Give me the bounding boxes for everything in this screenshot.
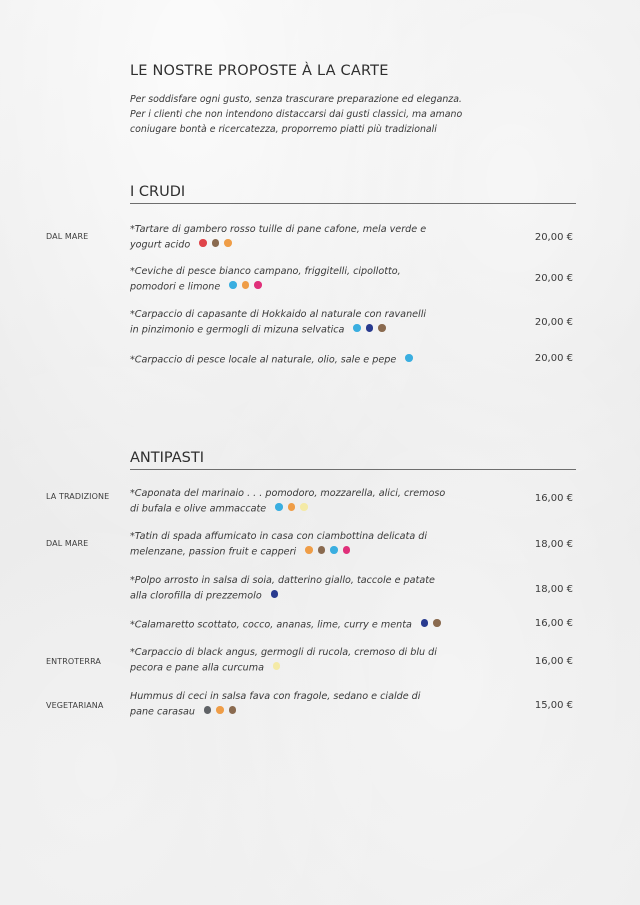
item-description-line: di bufala e olive ammaccate <box>130 501 500 517</box>
item-price: 20,00 € <box>534 273 573 284</box>
allergen-dot-pale-yellow-icon <box>273 662 281 670</box>
allergen-dots <box>229 279 267 294</box>
item-description-line: Hummus di ceci in salsa fava con fragole, sedano e cialde di <box>130 691 421 702</box>
section-title-antipasti: ANTIPASTI <box>130 450 204 466</box>
allergen-dot-orange-icon <box>288 503 296 511</box>
allergen-dots <box>273 660 286 675</box>
item-description <box>130 264 500 295</box>
allergen-dots <box>204 704 242 719</box>
item-price: 20,00 € <box>534 232 573 243</box>
item-description <box>130 573 500 604</box>
allergen-dot-orange-icon <box>242 281 250 289</box>
allergen-dots <box>405 352 418 367</box>
allergen-dot-navy-icon <box>366 324 374 332</box>
allergen-dots <box>421 617 446 632</box>
item-category: LA TRADIZIONE <box>46 492 110 501</box>
item-price: 20,00 € <box>534 353 573 364</box>
item-price: 20,00 € <box>534 317 573 328</box>
item-description <box>130 529 500 560</box>
allergen-dots <box>199 237 237 252</box>
item-description-line: *Carpaccio di capasante di Hokkaido al naturale con ravanelli <box>130 309 427 320</box>
item-category: DAL MARE <box>46 539 89 548</box>
item-price: 16,00 € <box>534 493 573 504</box>
item-price: 16,00 € <box>534 618 573 629</box>
item-description-line: pane carasau <box>130 704 500 720</box>
item-category: DAL MARE <box>46 232 89 241</box>
item-category: ENTROTERRA <box>46 657 101 666</box>
allergen-dot-navy-icon <box>271 590 279 598</box>
section-divider <box>130 203 576 204</box>
item-price: 16,00 € <box>534 656 573 667</box>
item-description <box>130 307 500 338</box>
item-description-line: *Caponata del marinaio . . . pomodoro, mozzarella, alici, cremoso <box>130 488 446 499</box>
item-category: VEGETARIANA <box>46 701 104 710</box>
allergen-dots <box>275 501 313 516</box>
item-description-line: *Carpaccio di pesce locale al naturale, olio, sale e pepe <box>130 352 500 368</box>
allergen-dots <box>353 322 391 337</box>
item-description <box>130 689 500 720</box>
item-description-line: pomodori e limone <box>130 279 500 295</box>
item-description <box>130 222 500 253</box>
allergen-dot-cyan-icon <box>275 503 283 511</box>
item-description-line: *Carpaccio di black angus, germogli di rucola, cremoso di blu di <box>130 647 437 658</box>
item-description-line: alla clorofilla di prezzemolo <box>130 588 500 604</box>
item-price: 18,00 € <box>534 539 573 550</box>
allergen-dot-red-icon <box>199 239 207 247</box>
allergen-dot-brown-icon <box>229 706 237 714</box>
item-price: 18,00 € <box>534 584 573 595</box>
item-description <box>130 617 500 633</box>
allergen-dot-orange-icon <box>224 239 232 247</box>
page-title: LE NOSTRE PROPOSTE À LA CARTE <box>130 63 389 79</box>
allergen-dot-pale-yellow-icon <box>300 503 308 511</box>
allergen-dot-brown-icon <box>318 546 326 554</box>
item-price: 15,00 € <box>534 700 573 711</box>
allergen-dot-cyan-icon <box>330 546 338 554</box>
section-divider <box>130 469 576 470</box>
allergen-dot-magenta-icon <box>254 281 262 289</box>
item-description <box>130 486 500 517</box>
allergen-dot-cyan-icon <box>405 354 413 362</box>
item-description <box>130 352 500 368</box>
allergen-dot-orange-icon <box>305 546 313 554</box>
item-description-line: *Tatin di spada affumicato in casa con ciambottina delicata di <box>130 531 427 542</box>
allergen-dots <box>305 544 355 559</box>
allergen-dot-grey-icon <box>204 706 212 714</box>
allergen-dot-cyan-icon <box>353 324 361 332</box>
allergen-dot-brown-icon <box>212 239 220 247</box>
item-description-line: *Calamaretto scottato, cocco, ananas, lime, curry e menta <box>130 617 500 633</box>
intro-line: Per i clienti che non intendono distaccarsi dai gusti classici, ma amano <box>130 109 463 120</box>
allergen-dots <box>271 588 284 603</box>
item-description-line: in pinzimonio e germogli di mizuna selvatica <box>130 322 500 338</box>
item-description-line: *Polpo arrosto in salsa di soia, datterino giallo, taccole e patate <box>130 575 435 586</box>
allergen-dot-cyan-icon <box>229 281 237 289</box>
allergen-dot-orange-icon <box>216 706 224 714</box>
item-description <box>130 645 500 676</box>
item-description-line: yogurt acido <box>130 237 500 253</box>
item-description-line: melenzane, passion fruit e capperi <box>130 544 500 560</box>
intro-line: coniugare bontà e ricercatezza, proporremo piatti più tradizionali <box>130 124 437 135</box>
intro-text <box>130 92 520 137</box>
allergen-dot-navy-icon <box>421 619 429 627</box>
allergen-dot-brown-icon <box>378 324 386 332</box>
allergen-dot-magenta-icon <box>343 546 351 554</box>
item-description-line: *Ceviche di pesce bianco campano, friggitelli, cipollotto, <box>130 266 401 277</box>
item-description-line: *Tartare di gambero rosso tuille di pane cafone, mela verde e <box>130 224 427 235</box>
section-title-crudi: I CRUDI <box>130 184 186 200</box>
item-description-line: pecora e pane alla curcuma <box>130 660 500 676</box>
intro-line: Per soddisfare ogni gusto, senza trascurare preparazione ed eleganza. <box>130 94 462 105</box>
allergen-dot-brown-icon <box>433 619 441 627</box>
